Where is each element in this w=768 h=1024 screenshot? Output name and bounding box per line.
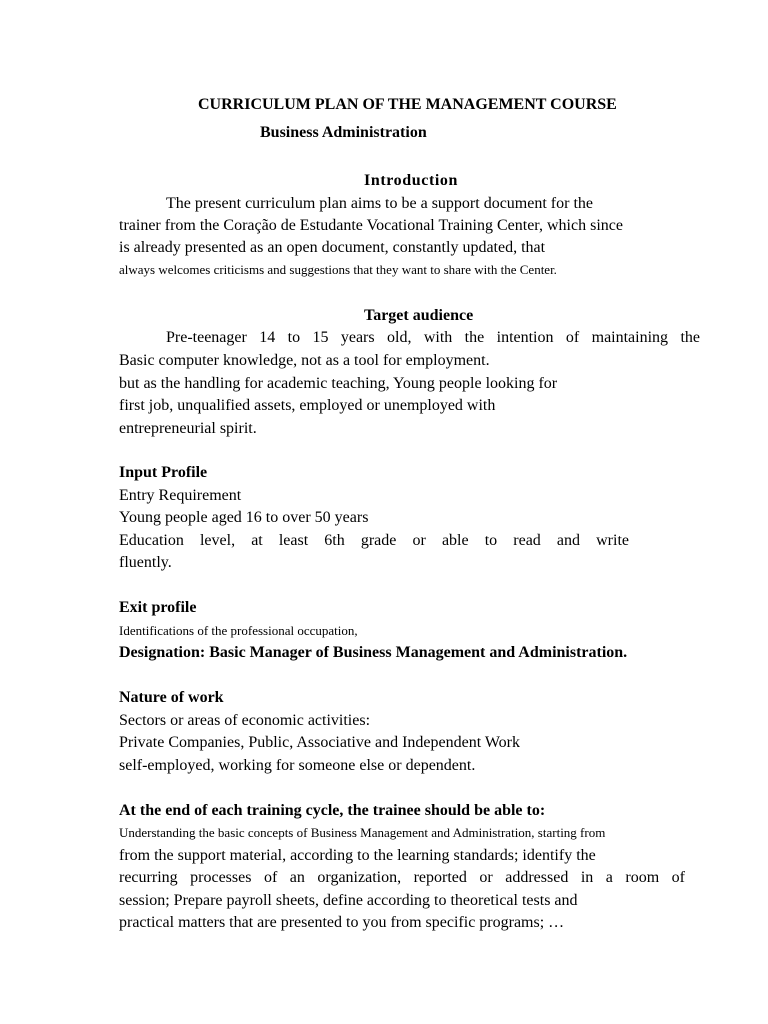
training-cycle-line: from the support material, according to the learning standards; identify the: [119, 847, 596, 864]
document-subtitle: Business Administration: [260, 124, 427, 141]
nature-of-work-heading: Nature of work: [119, 689, 224, 706]
document-title: CURRICULUM PLAN OF THE MANAGEMENT COURSE: [198, 96, 617, 113]
introduction-line: The present curriculum plan aims to be a support document for the: [166, 195, 593, 212]
input-profile-line: Entry Requirement: [119, 487, 242, 504]
training-cycle-line: Understanding the basic concepts of Business Management and Administration, starting from: [119, 825, 606, 840]
designation-line: Designation: Basic Manager of Business Management and Administration.: [119, 644, 628, 661]
input-profile-heading: Input Profile: [119, 464, 208, 481]
nature-of-work-line: Sectors or areas of economic activities:: [119, 712, 371, 729]
introduction-line: always welcomes criticisms and suggestions that they want to share with the Center.: [119, 262, 557, 277]
target-audience-heading: Target audience: [364, 307, 474, 324]
target-audience-line: Pre-teenager 14 to 15 years old, with the intention of maintaining the: [166, 329, 700, 346]
target-audience-line: first job, unqualified assets, employed or unemployed with: [119, 397, 496, 414]
introduction-line: is already presented as an open document, constantly updated, that: [119, 239, 546, 256]
introduction-heading: Introduction: [364, 172, 459, 189]
training-cycle-line: recurring processes of an organization, reported or addressed in a room of: [119, 869, 685, 886]
input-profile-line: Education level, at least 6th grade or able to read and write: [119, 532, 629, 549]
target-audience-line: Basic computer knowledge, not as a tool for employment.: [119, 352, 490, 369]
introduction-line: trainer from the Coração de Estudante Vocational Training Center, which since: [119, 217, 623, 234]
nature-of-work-line: Private Companies, Public, Associative and Independent Work: [119, 734, 521, 751]
training-cycle-line: session; Prepare payroll sheets, define according to theoretical tests and: [119, 892, 578, 909]
exit-profile-heading: Exit profile: [119, 599, 197, 616]
training-cycle-heading: At the end of each training cycle, the trainee should be able to:: [119, 802, 546, 819]
input-profile-line: fluently.: [119, 554, 172, 571]
target-audience-line: entrepreneurial spirit.: [119, 420, 257, 437]
input-profile-line: Young people aged 16 to over 50 years: [119, 509, 369, 526]
exit-profile-line: Identifications of the professional occupation,: [119, 623, 358, 638]
training-cycle-line: practical matters that are presented to you from specific programs; …: [119, 914, 565, 931]
target-audience-line: but as the handling for academic teaching, Young people looking for: [119, 375, 558, 392]
nature-of-work-line: self-employed, working for someone else or dependent.: [119, 757, 476, 774]
